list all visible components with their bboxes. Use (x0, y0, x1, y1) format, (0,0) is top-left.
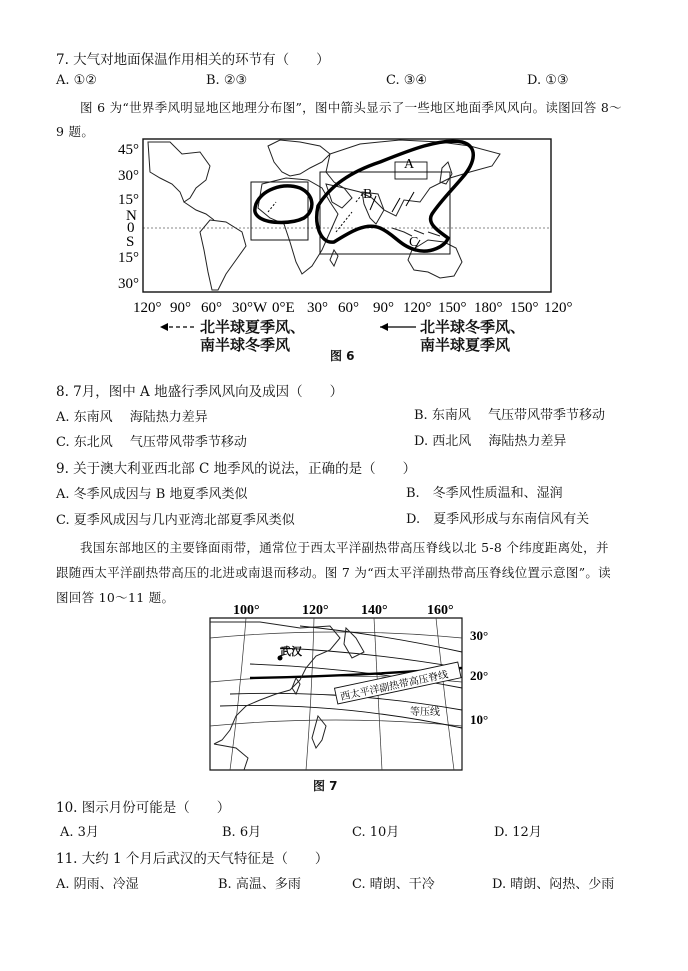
lon-label: 120° (133, 300, 162, 316)
lon-label: 120° (403, 300, 432, 316)
lon-label: 150° (438, 300, 467, 316)
lon-label: 0°E (272, 300, 295, 316)
west-africa-box (251, 182, 308, 240)
lon-label: 60° (201, 300, 222, 316)
q11-option-a: A. 阴雨、冷湿 (56, 877, 139, 892)
q11-option-c: C. 晴朗、干冷 (352, 877, 435, 892)
fig7-intro-line1: 我国东部地区的主要锋面雨带，通常位于西太平洋副热带高压脊线以北 5-8 个纬度距离处，并 (80, 540, 609, 555)
q7-option-a: A. ①② (56, 73, 97, 88)
q7-option-b: B. ②③ (206, 73, 248, 88)
isobar-label: 等压线 (410, 707, 440, 718)
lat-label: 0 (127, 220, 135, 236)
legend-left-line1: 北半球夏季风、 (200, 318, 306, 336)
lat-label: S (126, 234, 135, 250)
fig6-map (0, 132, 688, 362)
south-america-outline (200, 220, 246, 290)
q8-option-a: A. 东南风 海陆热力差异 (56, 410, 208, 425)
fig6-intro-line1: 图 6 为“世界季风明显地区地理分布图”，图中箭头显示了一些地区地面季风风向。读图回答 8～ (80, 100, 622, 115)
lat-label: 30° (118, 168, 139, 184)
lat-label: 30° (118, 276, 139, 292)
fig7-lat-label: 30° (470, 628, 489, 643)
region-label-a: A (404, 157, 415, 172)
lon-label: 90° (170, 300, 191, 316)
wind-arrow-solid-3 (406, 192, 414, 206)
lat-label: N (126, 208, 137, 224)
lon-label: 30°W (232, 300, 268, 316)
q7-stem: 7. 大气对地面保温作用相关的环节有（ ） (56, 52, 330, 68)
lon-label: 60° (338, 300, 359, 316)
q9-option-b: B. 冬季风性质温和、湿润 (406, 486, 563, 501)
q8-stem: 8. 7月，图中 A 地盛行季风风向及成因（ ） (56, 384, 344, 400)
indochina-outline (214, 744, 248, 770)
region-label-b: B (363, 187, 373, 202)
central-america-outline (184, 202, 214, 220)
q7-option-c: C. ③④ (386, 73, 428, 88)
q9-stem: 9. 关于澳大利亚西北部 C 地季风的说法，正确的是（ ） (56, 461, 417, 477)
q9-option-c: C. 夏季风成因与几内亚湾北部夏季风类似 (56, 513, 295, 528)
fig7-intro-line2: 跟随西太平洋副热带高压的北进或南退而移动。图 7 为“西太平洋副热带高压脊线位置示意图”。读 (56, 565, 611, 580)
q8-option-b: B. 东南风 气压带风带季节移动 (414, 408, 605, 423)
q10-stem: 10. 图示月份可能是（ ） (56, 800, 231, 816)
fig7-lon-label: 100° (233, 603, 260, 618)
q9-option-a: A. 冬季风成因与 B 地夏季风类似 (56, 487, 248, 502)
lat-label: 15° (118, 250, 139, 266)
fig7-lon-label: 140° (361, 603, 388, 618)
q10-option-b: B. 6月 (222, 825, 262, 840)
q10-option-a: A. 3月 (60, 825, 99, 840)
lon-label: 180° (474, 300, 503, 316)
lon-label: 90° (373, 300, 394, 316)
lat-label: 45° (118, 142, 139, 158)
fig6-frame (143, 139, 551, 292)
philippines-outline (312, 716, 326, 748)
isobar (280, 648, 462, 668)
lon-label: 150° (510, 300, 539, 316)
fig7-lat-label: 10° (470, 712, 489, 727)
arabia-outline (326, 184, 352, 208)
taiwan-outline (292, 678, 300, 694)
north-america-outline (148, 142, 210, 202)
lon-label: 30° (307, 300, 328, 316)
wind-arrow-dashed-1 (268, 202, 276, 212)
wind-arrow-dashed-2 (336, 212, 352, 232)
region-label-c: C (409, 235, 419, 250)
q10-option-d: D. 12月 (494, 825, 542, 840)
legend-right-line1: 北半球冬季风、 (420, 318, 526, 336)
ridge-label: 西太平洋副热带高压脊线 (339, 669, 450, 704)
europe-outline (268, 140, 330, 176)
lat-label: 15° (118, 192, 139, 208)
wuhan-label: 武汉 (280, 646, 302, 658)
madagascar-outline (330, 250, 338, 266)
legend-left-line2: 南半球冬季风 (200, 336, 291, 354)
africa-monsoon-boundary (255, 186, 312, 223)
fig7-caption: 图 7 (313, 779, 338, 793)
fig7-map (0, 598, 688, 798)
china-coast-outline (210, 622, 340, 744)
fig6-intro-line2: 9 题。 (56, 124, 95, 139)
fig6-caption: 图 6 (330, 349, 355, 363)
q10-option-c: C. 10月 (352, 825, 400, 840)
fig7-intro-line3: 图回答 10～11 题。 (56, 590, 175, 605)
q11-option-d: D. 晴朗、闷热、少雨 (492, 877, 615, 892)
q8-option-c: C. 东北风 气压带风带季节移动 (56, 435, 247, 450)
q9-option-d: D. 夏季风形成与东南信风有关 (406, 512, 590, 527)
lon-label: 120° (544, 300, 573, 316)
q8-option-d: D. 西北风 海陆热力差异 (414, 434, 567, 449)
fig7-lon-label: 120° (302, 603, 329, 618)
q11-stem: 11. 大约 1 个月后武汉的天气特征是（ ） (56, 851, 329, 867)
fig7-lat-label: 20° (470, 668, 489, 683)
isobar (300, 626, 462, 652)
legend-right-line2: 南半球夏季风 (420, 336, 511, 354)
fig7-lon-label: 160° (427, 603, 454, 618)
q7-option-d: D. ①③ (527, 73, 569, 88)
q11-option-b: B. 高温、多雨 (218, 877, 301, 892)
meridian (436, 618, 454, 770)
